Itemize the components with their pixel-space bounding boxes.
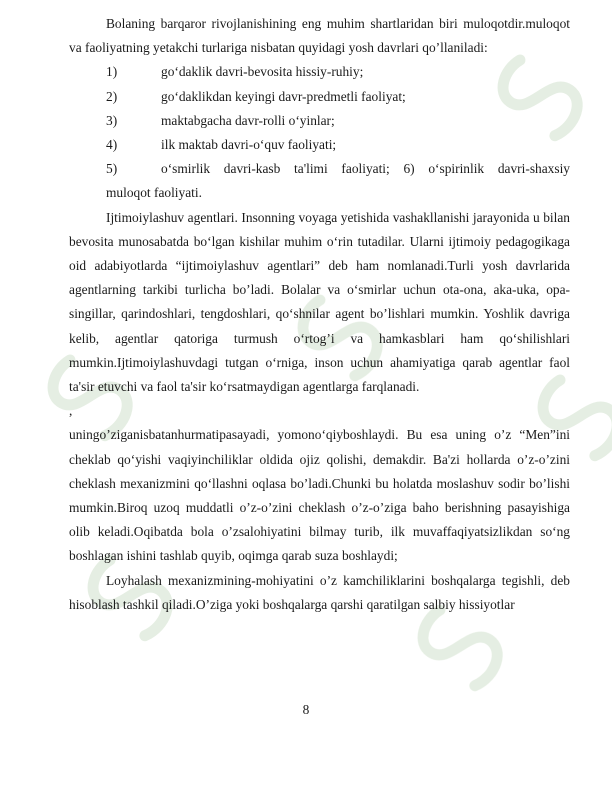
list-item-text: go‘daklik davri-bevosita hissiy-ruhiy; <box>161 64 364 80</box>
age-period-list <box>69 60 570 181</box>
projection-paragraph: Loyhalash mexanizmining-mohiyatini o’z kamchiliklarini boshqalarga tegishli, deb hisoblash tashkil qiladi.O’ziga yoki boshqalarga qarshi qaratilgan salbiy hissiyotlar <box>69 572 570 612</box>
list-item <box>69 157 570 181</box>
list-item <box>69 60 570 84</box>
document-body <box>69 12 570 617</box>
list-item-number: 5) <box>106 161 118 177</box>
self-restriction-paragraph: uningo’ziganisbatanhurmatipasayadi, yomono‘qiyboshlaydi. Bu esa uning o’z “Men”ini cheklab qo‘yishi vaqiyinchiliklar oldida ojiz qolishi, demakdir. Ba'zi hollarda o’z-o’zini cheklash mexanizmini qo‘llashni oqlasa bo’ladi.Chunki bu holatda moslashuv sodir bo’lishi mumkin.Biroq uzoq muddatli o’z-o’zini cheklash o’z-o’ziga baho berishning pasayishiga olib keladi.Oqibatda bola o’zsalohiyatini bilmay turib, ilk muvaffaqiyatsizlikdan so‘ng boshlagan ishini tashlab quyib, oqimga qarab suza boshlaydi; <box>69 427 570 564</box>
list-item-number: 4) <box>106 137 118 153</box>
list-item-text: maktabgacha davr-rolli o‘yinlar; <box>161 112 335 128</box>
list-item-text: o‘smirlik davri-kasb ta'limi faoliyati; 6) o‘spirinlik davri-shaxsiy <box>161 161 570 177</box>
stray-mark: , <box>69 403 73 419</box>
list-item-text: ilk maktab davri-o‘quv faoliyati; <box>161 137 337 153</box>
intro-paragraph: Bolaning barqaror rivojlanishining eng muhim shartlaridan biri muloqotdir.muloqot va faoliyatning yetakchi turlariga nisbatan quyidagi yosh davrlari qo’llaniladi: <box>69 16 570 56</box>
list-item-number: 3) <box>106 112 118 128</box>
list-item-text: go‘daklikdan keyingi davr-predmetli faoliyat; <box>161 88 406 104</box>
list-item-number: 2) <box>106 88 118 104</box>
page-number: 8 <box>302 702 310 717</box>
list-continuation: muloqot faoliyati. <box>106 185 202 201</box>
list-item <box>69 133 570 157</box>
agents-paragraph: Ijtimoiylashuv agentlari. Insonning voyaga yetishida vashakllanishi jarayonida u bilan bevosita munosabatda bo‘lgan kishilar muhim o‘rin tutadilar. Ularni ijtimoiy pedagogikaga oid adabiyotlarda “ijtimoiylashuv agentlari” deb ham nomlanadi.Turli yosh davrlarida agentlarning tarkibi turlicha bo’ladi. Bolalar va o‘smirlar uchun ota-ona, aka-uka, opa-singillar, qarindoshlari, tengdoshlari, qo‘shnilar agent bo’lishlari mumkin. Yoshlik davriga kelib, agentlar qatoriga turmush o‘rtog’i va hamkasblari ham qo‘shilishlari mumkin.Ijtimoiylashuvdagi tutgan o‘rniga, inson uchun ahamiyatiga qarab agentlar faol ta'sir etuvchi va faol ta'sir ko‘rsatmaydigan agentlarga farqlanadi. <box>69 209 570 395</box>
list-item <box>69 85 570 109</box>
list-item-number: 1) <box>106 64 118 80</box>
list-item <box>69 109 570 133</box>
